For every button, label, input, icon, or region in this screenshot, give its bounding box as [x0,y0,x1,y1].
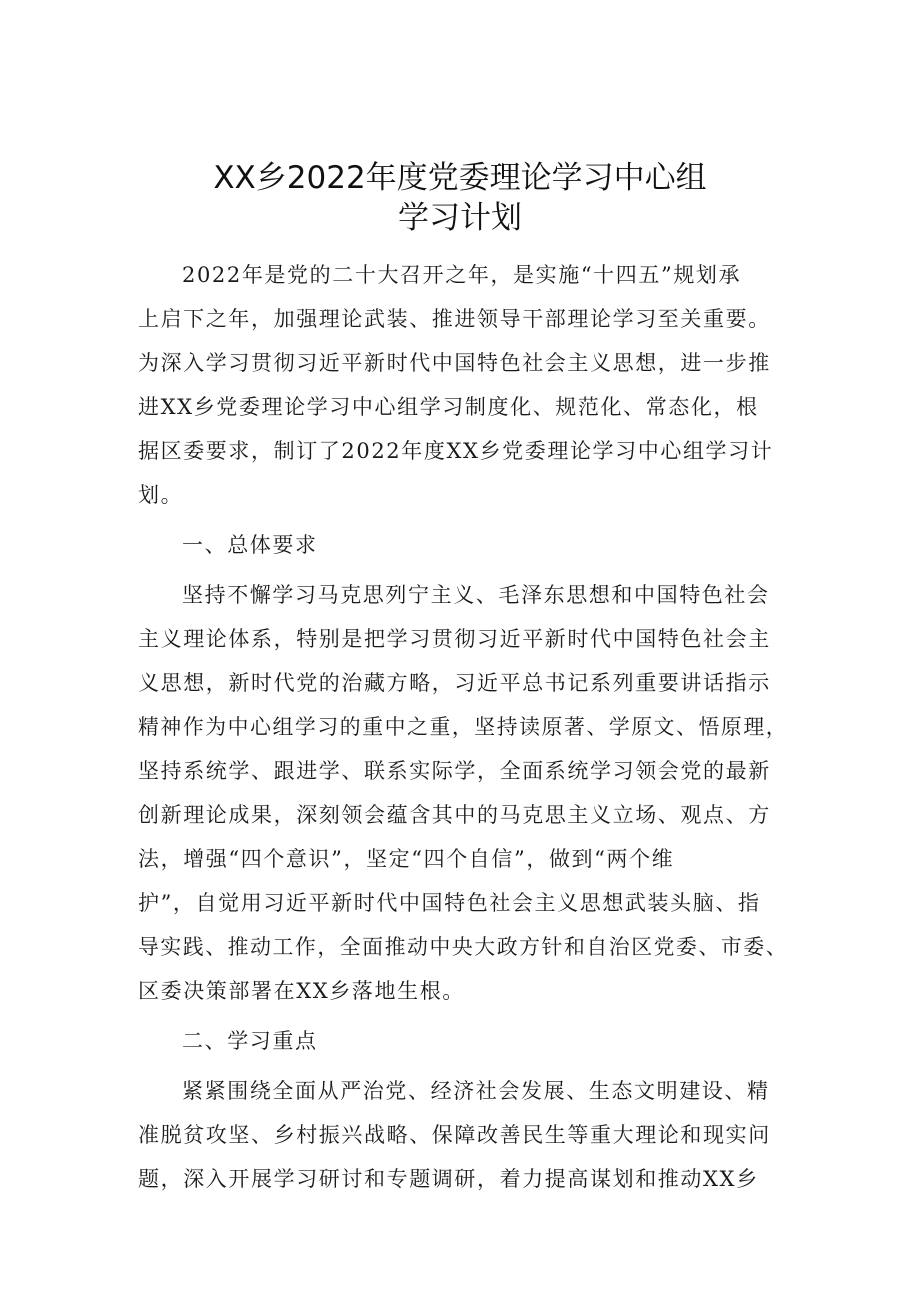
section1-line: 坚持系统学、跟进学、联系实际学，全面系统学习领会党的最新 [138,759,771,783]
intro-line: 据区委要求，制订了2022年度XX乡党委理论学习中心组学习计 [138,439,774,463]
section1-line: 坚持不懈学习马克思列宁主义、毛泽东思想和中国特色社会 [182,583,770,607]
section2-line: 准脱贫攻坚、乡村振兴战略、保障改善民生等重大理论和现实问 [138,1123,771,1147]
document-title-line-2: 学习计划 [398,200,522,236]
section1-line: 主义理论体系，特别是把学习贯彻习近平新时代中国特色社会主 [138,627,771,651]
section1-line: 导实践、推动工作，全面推动中央大政方针和自治区党委、市委、 [138,935,789,959]
section-heading-overall-requirements: 一、总体要求 [182,533,318,557]
intro-line: 进XX乡党委理论学习中心组学习制度化、规范化、常态化，根 [138,395,759,419]
section1-line: 创新理论成果，深刻领会蕴含其中的马克思主义立场、观点、方 [138,803,771,827]
intro-line: 2022年是党的二十大召开之年，是实施“十四五”规划承 [182,263,742,287]
section1-line: 护”，自觉用习近平新时代中国特色社会主义思想武装头脑、指 [138,891,761,915]
section2-line: 紧紧围绕全面从严治党、经济社会发展、生态文明建设、精 [182,1079,770,1103]
intro-line: 上启下之年，加强理论武装、推进领导干部理论学习至关重要。 [138,307,771,331]
intro-line: 为深入学习贯彻习近平新时代中国特色社会主义思想，进一步推 [138,351,771,375]
section-heading-study-focus: 二、学习重点 [182,1029,318,1053]
section1-line: 精神作为中心组学习的重中之重，坚持读原著、学原文、悟原理， [138,715,789,739]
section1-line: 法，增强“四个意识”，坚定“四个自信”，做到“两个维 [138,847,675,871]
document-title-line-1: XX乡2022年度党委理论学习中心组 [213,160,707,196]
intro-line: 划。 [138,483,184,507]
section2-line: 题，深入开展学习研讨和专题调研，着力提高谋划和推动XX乡 [138,1167,759,1191]
section1-line: 区委决策部署在XX乡落地生根。 [138,979,465,1003]
section1-line: 义思想，新时代党的治藏方略，习近平总书记系列重要讲话指示 [138,671,771,695]
